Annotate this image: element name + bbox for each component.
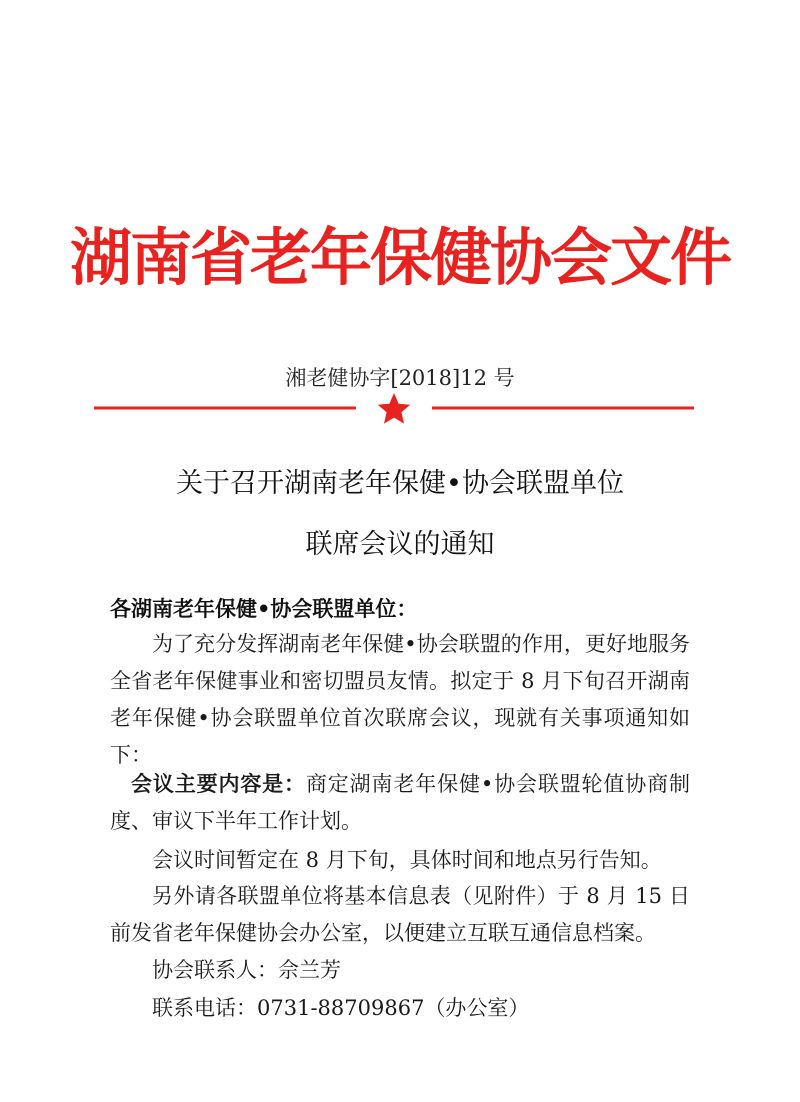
paragraph-meeting-time: 会议时间暂定在 8 月下旬，具体时间和地点另行告知。 [152,848,662,872]
notice-title-line2: 联席会议的通知 [305,529,495,560]
red-divider [94,390,694,426]
notice-title-line1: 关于召开湖南老年保健•协会联盟单位 [176,468,624,499]
paragraph-intro: 为了充分发挥湖南老年保健•协会联盟的作用，更好地服务全省老年保健事业和密切盟员友情。拟定于 8 月下旬召开湖南老年保健•协会联盟单位首次联席会议，现就有关事项通知如下： [110,632,690,767]
contact-phone: 联系电话：0731-88709867（办公室） [152,996,530,1020]
meeting-content-label: 会议主要内容是： [131,772,306,796]
paragraph-meeting-content [110,766,690,840]
document-number: 湘老健协字[2018]12 号 [285,366,515,390]
contact-person: 协会联系人：佘兰芳 [152,958,341,982]
salutation: 各湖南老年保健•协会联盟单位： [110,597,418,621]
meeting-content-text: 商定湖南老年保健•协会联盟轮值协商制度、审议下半年工作计划。 [110,772,691,833]
document-header-title: 湖南省老年保健协会文件 [69,221,730,294]
paragraph-info-request: 另外请各联盟单位将基本信息表（见附件）于 8 月 15 日前发省老年保健协会办公室，以便建立互联互通信息档案。 [110,884,690,945]
red-star-icon [378,393,410,424]
